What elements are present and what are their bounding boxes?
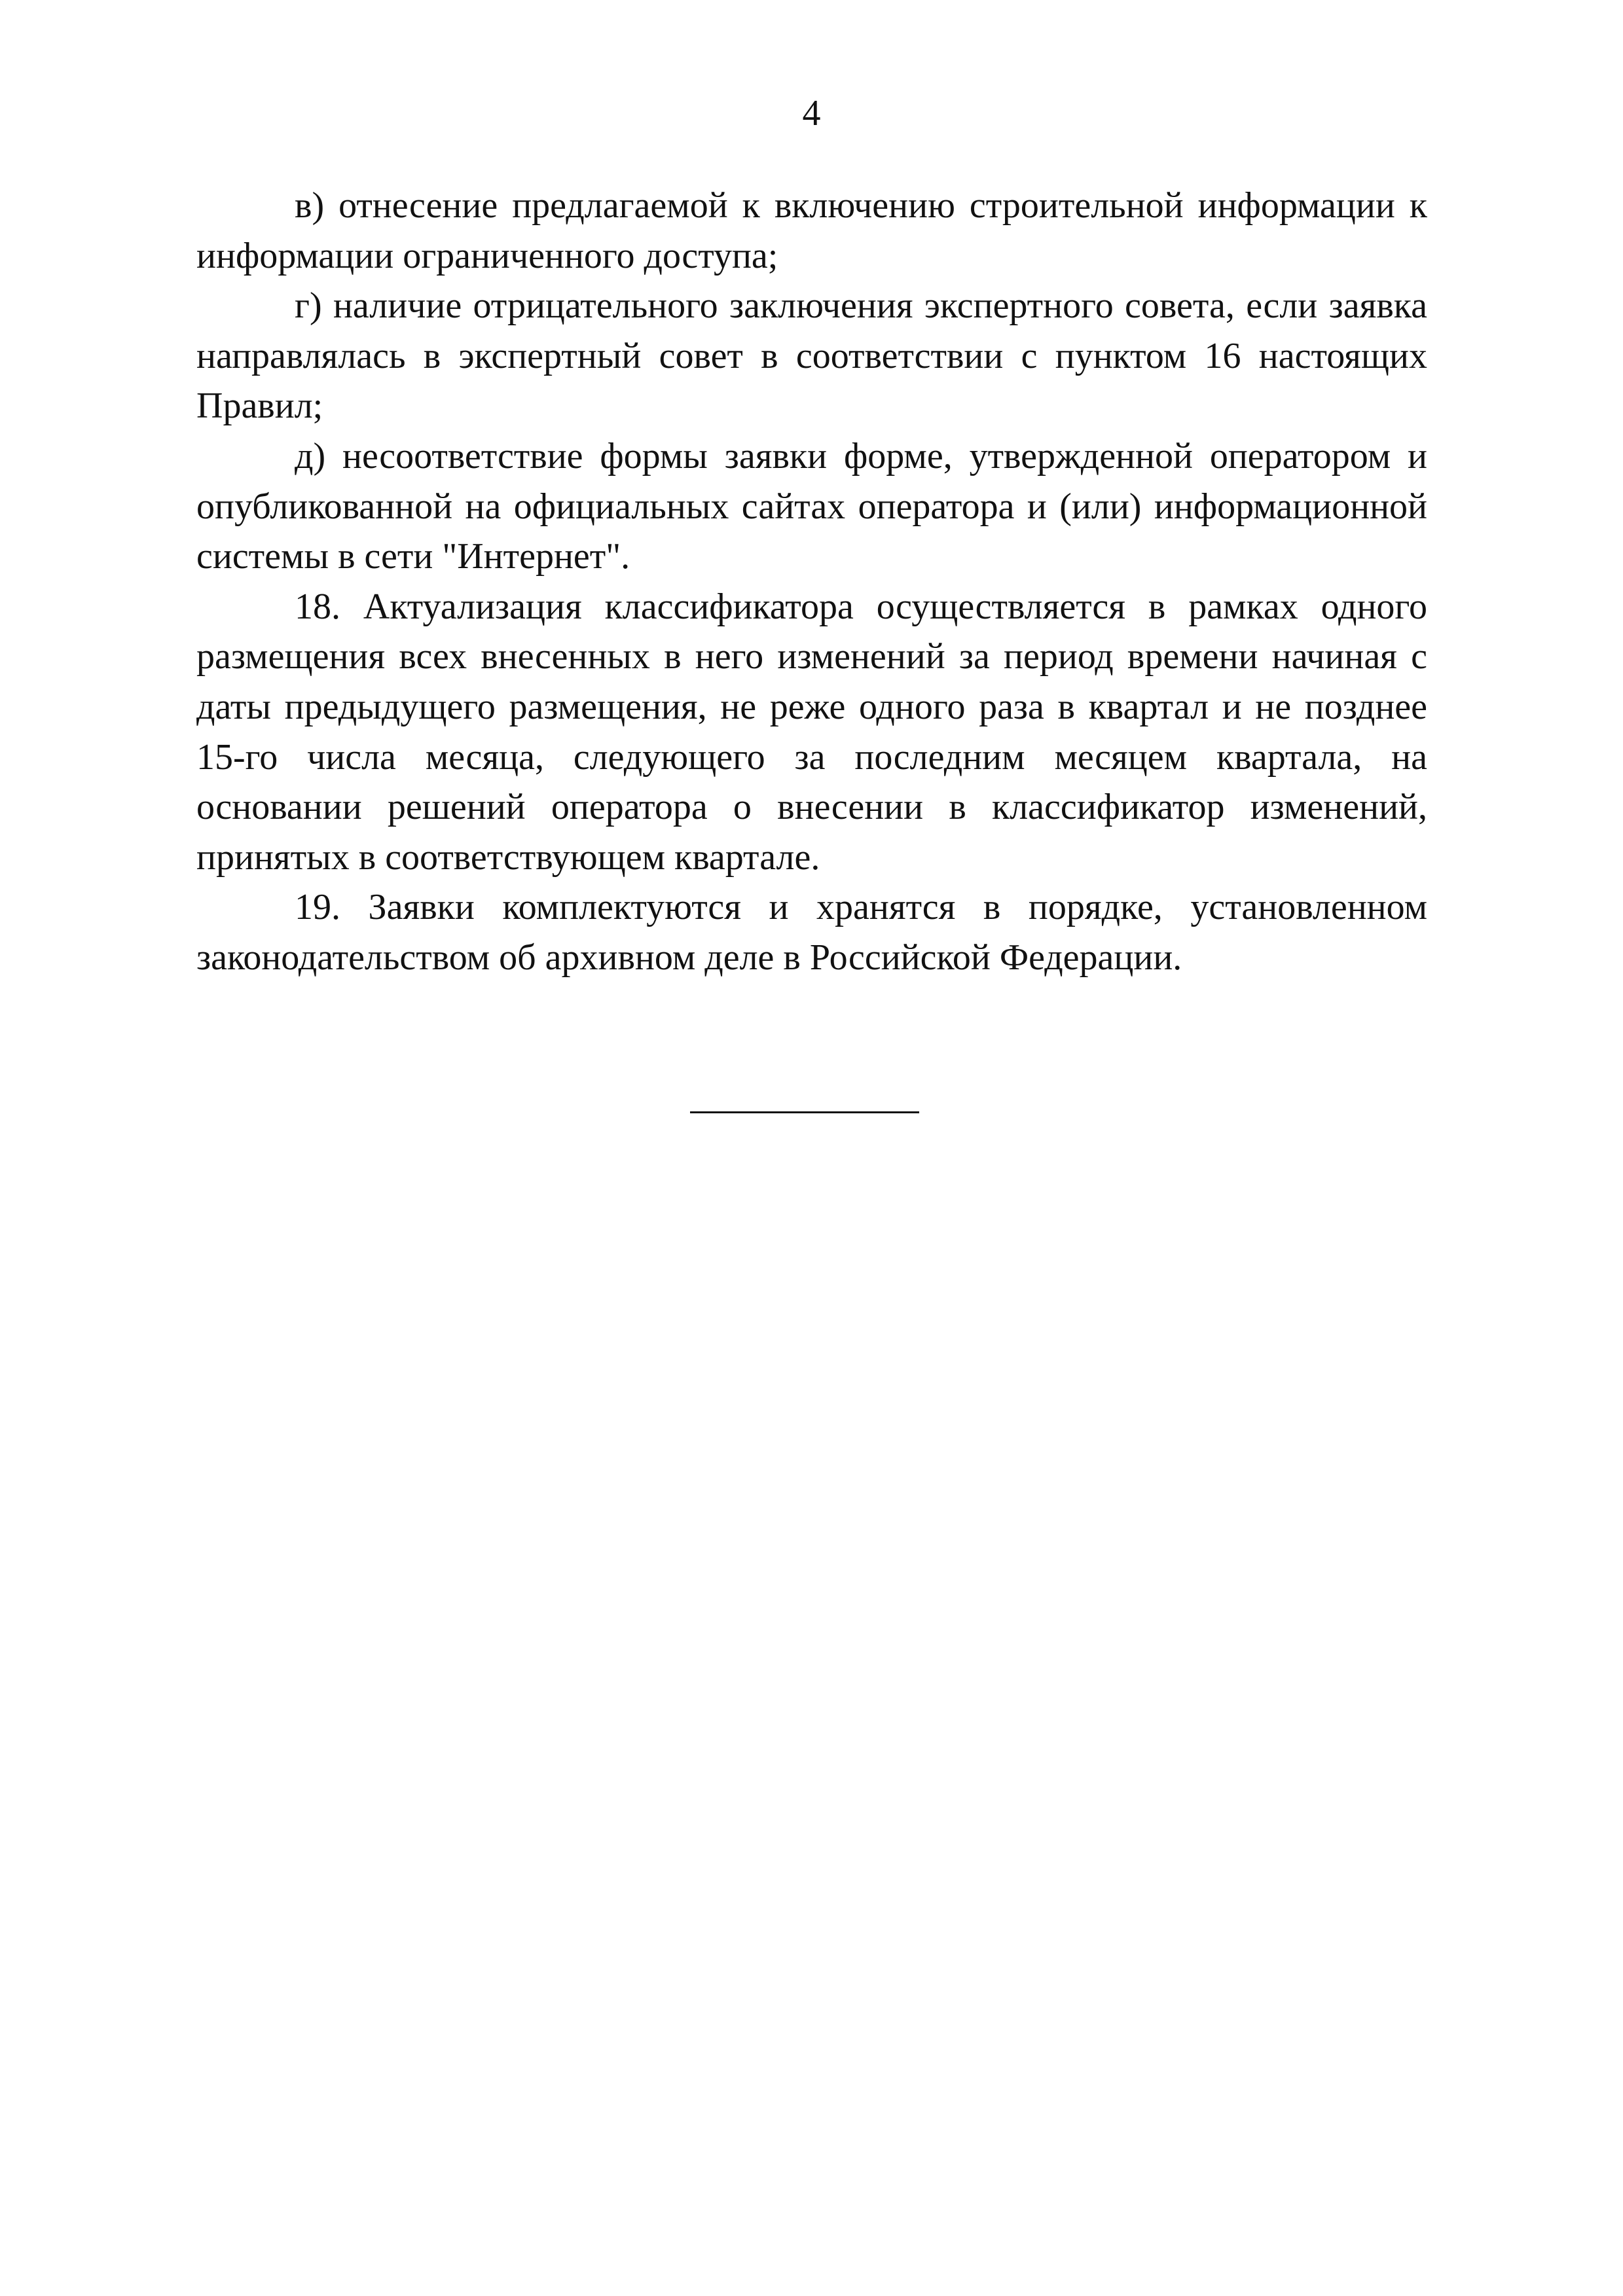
paragraph-clause-18: 18. Актуализация классификатора осуществляется в рамках одного размещения всех внесенных в него изменений за период времени начиная с даты предыдущего размещения, не реже одного раза в квартал и не позднее 15-го числа месяца, следующего за последним месяцем квартала, на основании решений оператора о внесении в классификатор изменений, принятых в соответствующем квартале. [196, 586, 1427, 878]
document-body [196, 181, 1427, 983]
page-number: 4 [802, 93, 821, 134]
paragraph-item-g: г) наличие отрицательного заключения экспертного совета, если заявка направлялась в экспертный совет в соответствии с пунктом 16 настоящих Правил; [196, 285, 1427, 427]
end-separator-line [690, 1111, 919, 1113]
paragraph-item-v: в) отнесение предлагаемой к включению строительной информации к информации ограниченного доступа; [196, 185, 1427, 276]
paragraph-item-d: д) несоответствие формы заявки форме, утвержденной оператором и опубликованной на официальных сайтах оператора и (или) информационной системы в сети "Интернет". [196, 435, 1427, 577]
paragraph-clause-19: 19. Заявки комплектуются и хранятся в порядке, установленном законодательством об архивном деле в Российской Федерации. [196, 887, 1427, 978]
